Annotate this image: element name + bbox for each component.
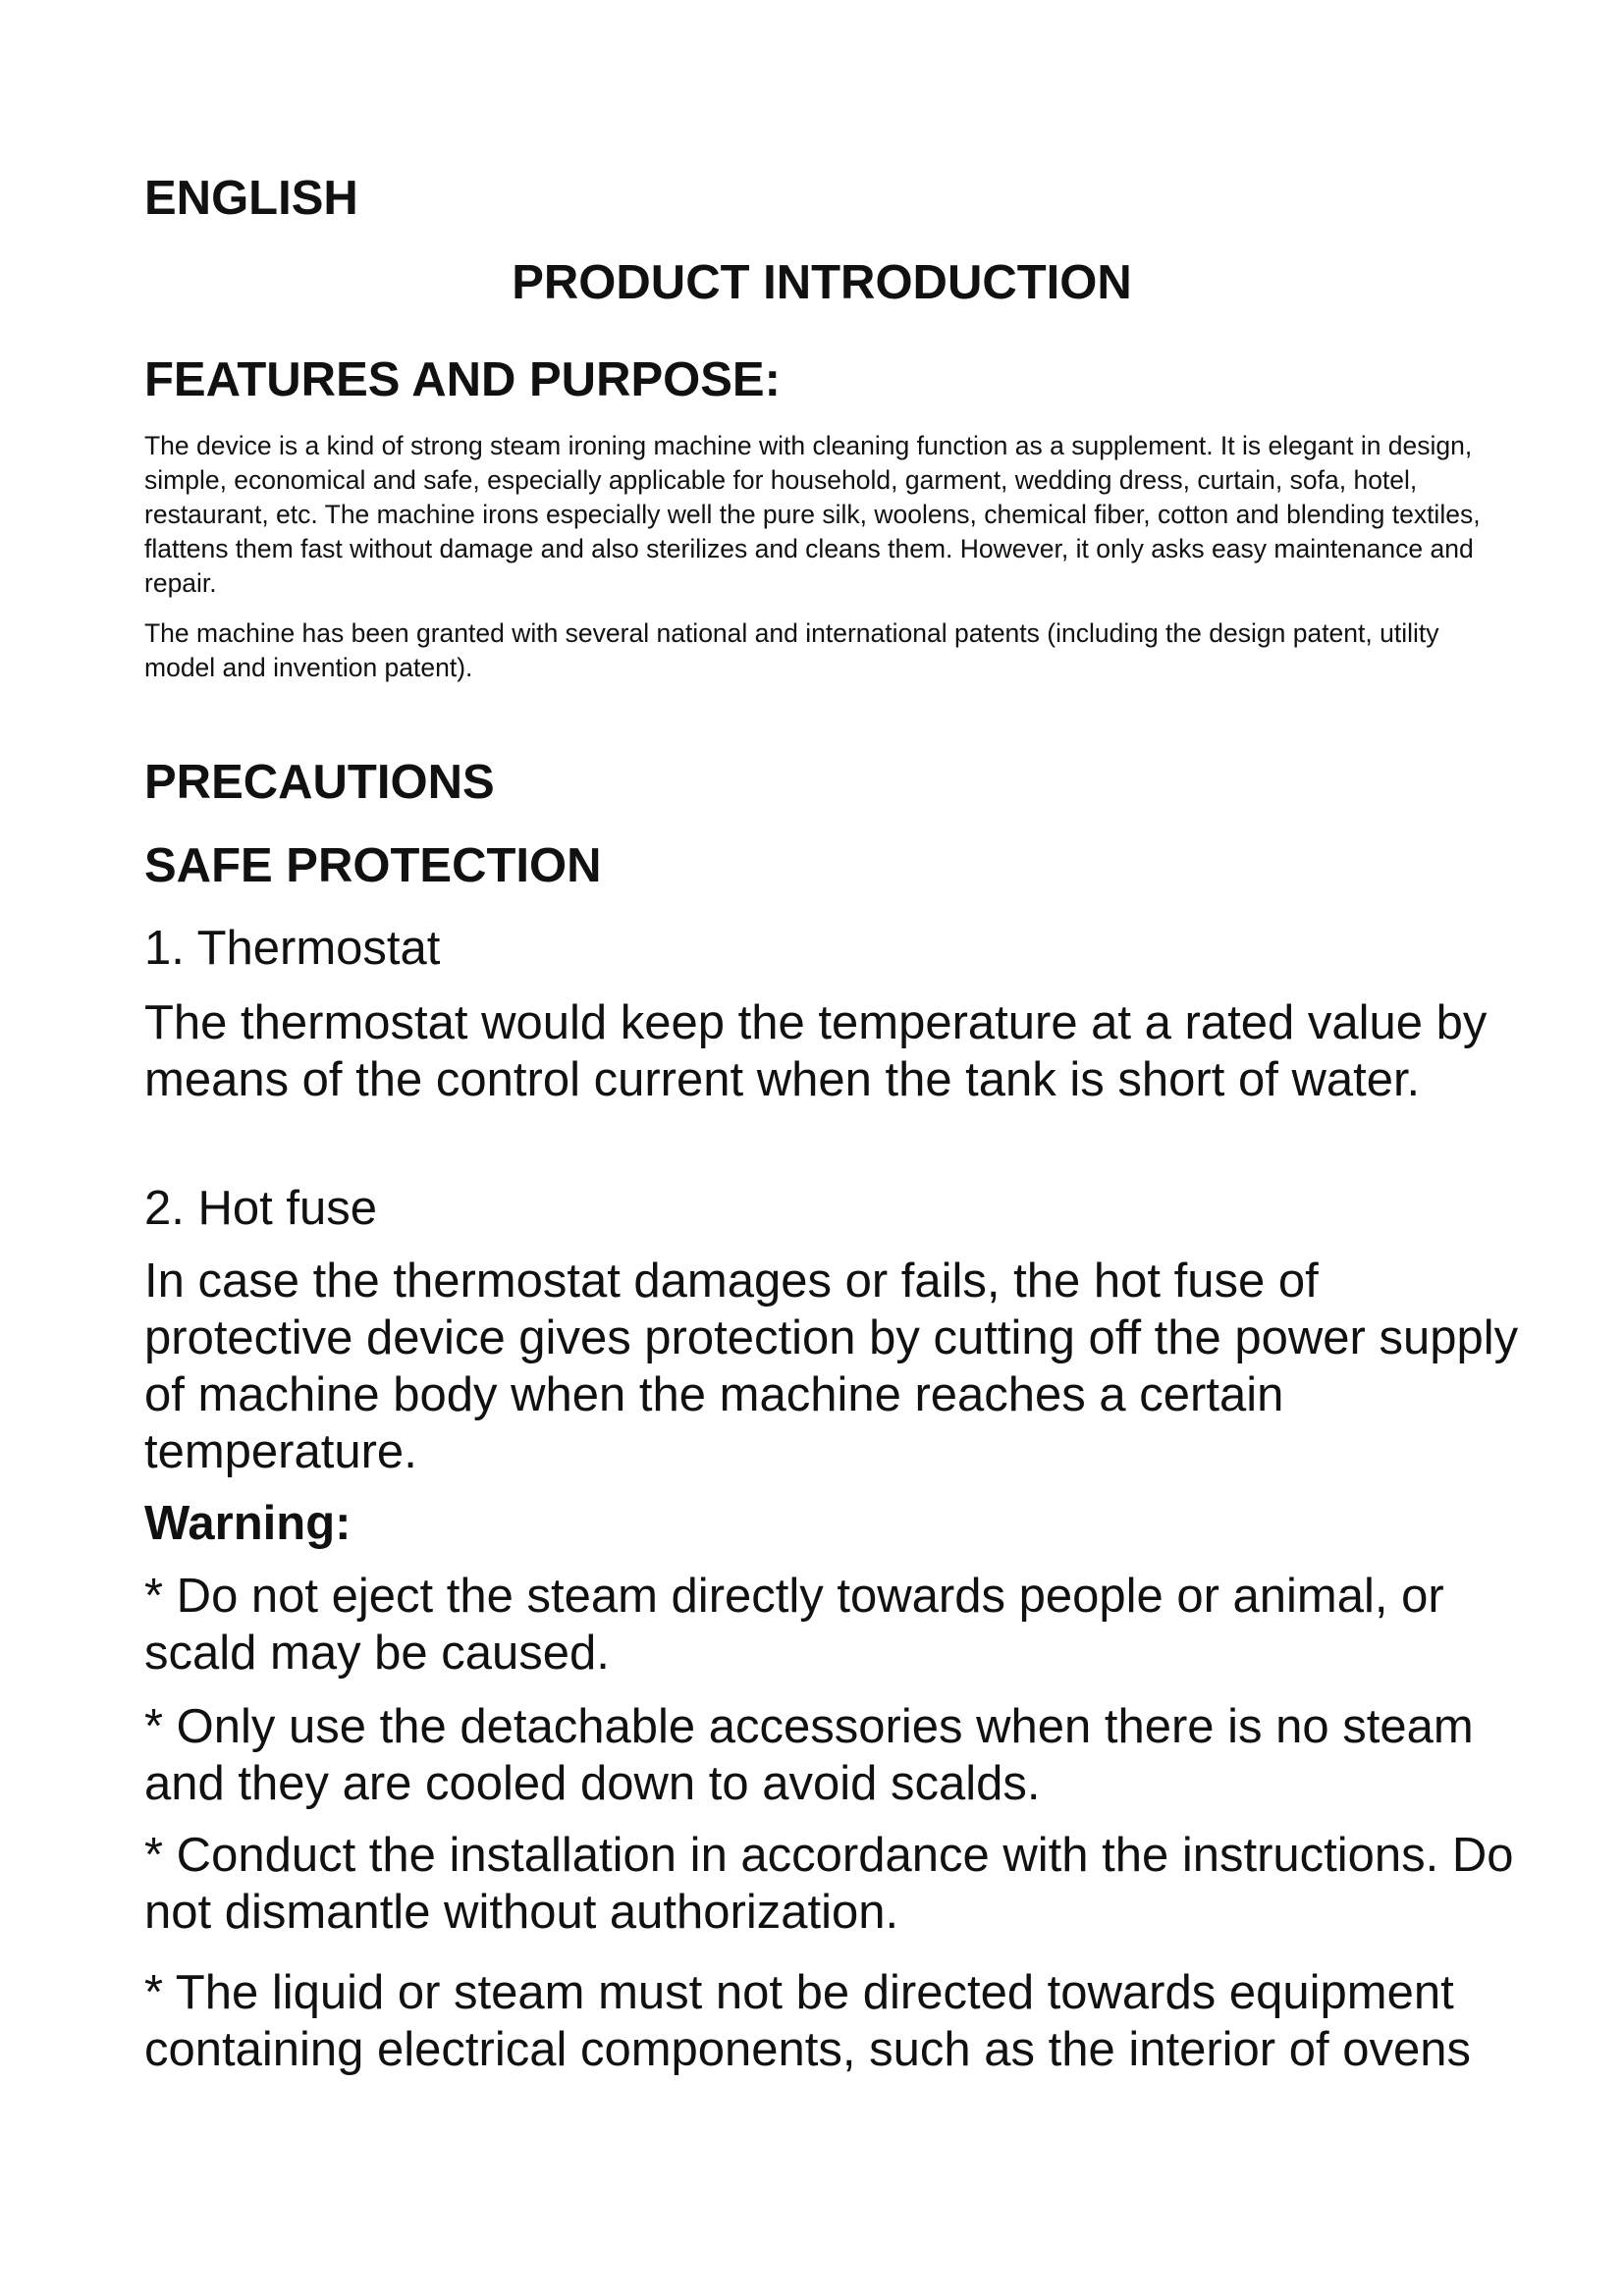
warning-heading: Warning: <box>144 1497 352 1550</box>
thermostat-text: The thermostat would keep the temperature at a rated value by means of the control current when the tank is short of water. <box>144 996 1488 1106</box>
warning-item: * Only use the detachable accessories when there is no steam and they are cooled down to avoid scalds. <box>144 1700 1474 1810</box>
warning-item: * Do not eject the steam directly towards people or animal, or scald may be caused. <box>144 1570 1444 1680</box>
features-heading: FEATURES AND PURPOSE: <box>144 353 781 406</box>
warning-item: * The liquid or steam must not be directed towards equipment containing electrical components, such as the interior of ovens <box>144 1966 1471 2076</box>
hot-fuse-title: 2. Hot fuse <box>144 1182 377 1235</box>
precautions-heading: PRECAUTIONS <box>144 756 495 809</box>
safe-protection-heading: SAFE PROTECTION <box>144 839 602 892</box>
thermostat-title: 1. Thermostat <box>144 922 441 975</box>
warning-item: * Conduct the installation in accordance with the instructions. Do not dismantle without authorization. <box>144 1829 1514 1939</box>
language-heading: ENGLISH <box>144 172 358 225</box>
features-paragraph-1: The device is a kind of strong steam ironing machine with cleaning function as a supplement. It is elegant in design, simple, economical and safe, especially applicable for household, garment, wedding dress, curtain, sofa, hotel, restaurant, etc. The machine irons especially well the pure silk, woolens, chemical fiber, cotton and blending textiles, flattens them fast without damage and also sterilizes and cleans them. However, it only asks easy maintenance and repair. <box>144 431 1481 598</box>
features-paragraph-2: The machine has been granted with several national and international patents (including the design patent, utility model and invention patent). <box>144 618 1439 682</box>
page-title: PRODUCT INTRODUCTION <box>512 256 1132 309</box>
hot-fuse-text: In case the thermostat damages or fails, the hot fuse of protective device gives protection by cutting off the power supply of machine body when the machine reaches a certain temperature. <box>144 1255 1519 1478</box>
